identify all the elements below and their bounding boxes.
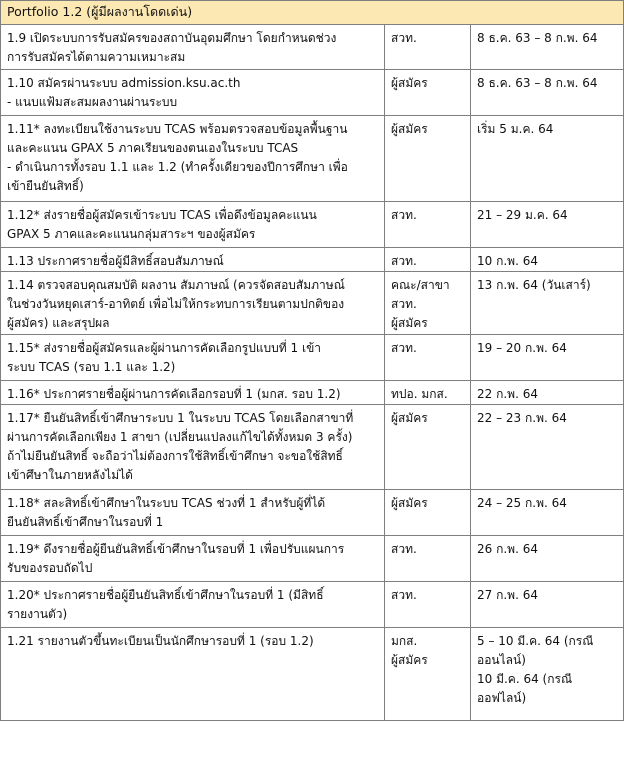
period-text-line: 22 ก.พ. 64 xyxy=(477,387,538,401)
activity-text-line: 1.14 ตรวจสอบคุณสมบัติ ผลงาน สัมภาษณ์ (ควรจัดสอบสัมภาษณ์ xyxy=(7,278,345,292)
activity-text-line: 1.10 สมัครผ่านระบบ admission.ksu.ac.th xyxy=(7,76,241,90)
table-row xyxy=(1,536,624,582)
period-cell xyxy=(471,202,624,248)
period-cell xyxy=(471,405,624,490)
period-cell xyxy=(471,248,624,272)
activity-cell xyxy=(1,628,385,721)
activity-text-line: - ดำเนินการทั้งรอบ 1.1 และ 1.2 (ทำครั้งเดียวของปีการศึกษา เพื่อ xyxy=(7,160,348,174)
table-row xyxy=(1,490,624,536)
period-text-line: เริ่ม 5 ม.ค. 64 xyxy=(477,122,554,136)
responsible-cell xyxy=(385,582,471,628)
responsible-text-line: สวท. xyxy=(391,254,417,268)
activity-text-line: ผู้สมัคร) และสรุปผล xyxy=(7,316,110,330)
responsible-cell xyxy=(385,405,471,490)
activity-text-line: 1.9 เปิดระบบการรับสมัครของสถาบันอุดมศึกษา โดยกำหนดช่วง xyxy=(7,31,337,45)
activity-cell xyxy=(1,582,385,628)
responsible-text-line: สวท. xyxy=(391,588,417,602)
period-text-line: ออฟไลน์) xyxy=(477,691,527,705)
table-row xyxy=(1,202,624,248)
activity-text-line: ระบบ TCAS (รอบ 1.1 และ 1.2) xyxy=(7,360,176,374)
activity-text-line: 1.17* ยืนยันสิทธิ์เข้าศึกษาระบบ 1 ในระบบ TCAS โดยเลือกสาขาที่ xyxy=(7,411,354,425)
activity-text-line: ในช่วงวันหยุดเสาร์-อาทิตย์ เพื่อไม่ให้กระทบการเรียนตามปกติของ xyxy=(7,297,345,311)
activity-text-line: GPAX 5 ภาคและคะแนนกลุ่มสาระฯ ของผู้สมัคร xyxy=(7,227,256,241)
table-row xyxy=(1,582,624,628)
activity-text-line: ผ่านการคัดเลือกเพียง 1 สาขา (เปลี่ยนแปลงแก้ไขได้ทั้งหมด 3 ครั้ง) xyxy=(7,430,353,444)
activity-text-line: 1.15* ส่งรายชื่อผู้สมัครและผู้ผ่านการคัดเลือกรูปแบบที่ 1 เข้า xyxy=(7,341,322,355)
period-cell xyxy=(471,70,624,116)
responsible-cell xyxy=(385,70,471,116)
table-row xyxy=(1,335,624,381)
responsible-cell xyxy=(385,116,471,202)
activity-text-line: 1.21 รายงานตัวขึ้นทะเบียนเป็นนักศึกษารอบที่ 1 (รอบ 1.2) xyxy=(7,634,314,648)
table-row xyxy=(1,628,624,721)
period-text-line: 24 – 25 ก.พ. 64 xyxy=(477,496,567,510)
activity-cell xyxy=(1,202,385,248)
period-text-line: 26 ก.พ. 64 xyxy=(477,542,538,556)
responsible-text-line: สวท. xyxy=(391,208,417,222)
responsible-text-line: สวท. xyxy=(391,341,417,355)
table-row xyxy=(1,405,624,490)
responsible-cell xyxy=(385,628,471,721)
responsible-text-line: สวท. xyxy=(391,542,417,556)
responsible-text-line: ผู้สมัคร xyxy=(391,76,428,90)
responsible-text-line: ผู้สมัคร xyxy=(391,653,428,667)
activity-text-line: และคะแนน GPAX 5 ภาคเรียนของตนเองในระบบ TCAS xyxy=(7,141,299,155)
responsible-text-line: คณะ/สาขา xyxy=(391,278,450,292)
activity-cell xyxy=(1,381,385,405)
activity-text-line: ถ้าไม่ยืนยันสิทธิ์ จะถือว่าไม่ต้องการใช้สิทธิ์เข้าศึกษา จะขอใช้สิทธิ์ xyxy=(7,449,343,463)
period-text-line: 22 – 23 ก.พ. 64 xyxy=(477,411,567,425)
period-text-line: 21 – 29 ม.ค. 64 xyxy=(477,208,568,222)
responsible-cell xyxy=(385,248,471,272)
activity-cell xyxy=(1,536,385,582)
period-text-line: 5 – 10 มี.ค. 64 (กรณี xyxy=(477,634,594,648)
activity-text-line: รายงานตัว) xyxy=(7,607,68,621)
period-cell xyxy=(471,536,624,582)
responsible-text-line: มกส. xyxy=(391,634,418,648)
period-text-line: 27 ก.พ. 64 xyxy=(477,588,538,602)
period-cell xyxy=(471,25,624,70)
responsible-cell xyxy=(385,381,471,405)
table-row xyxy=(1,381,624,405)
activity-cell xyxy=(1,116,385,202)
activity-text-line: การรับสมัครได้ตามความเหมาะสม xyxy=(7,50,186,64)
responsible-cell xyxy=(385,25,471,70)
activity-text-line: เข้าศึษาในภายหลังไม่ได้ xyxy=(7,468,133,482)
activity-text-line: ยืนยันสิทธิ์เข้าศึกษาในรอบที่ 1 xyxy=(7,515,164,529)
responsible-cell xyxy=(385,536,471,582)
table-header-title: Portfolio 1.2 (ผู้มีผลงานโดดเด่น) xyxy=(1,1,624,25)
activity-text-line: 1.16* ประกาศรายชื่อผู้ผ่านการคัดเลือกรอบที่ 1 (มกส. รอบ 1.2) xyxy=(7,387,341,401)
responsible-text-line: ทปอ. มกส. xyxy=(391,387,448,401)
period-text-line: 8 ธ.ค. 63 – 8 ก.พ. 64 xyxy=(477,31,598,45)
responsible-cell xyxy=(385,202,471,248)
activity-text-line: เข้ายืนยันสิทธิ์) xyxy=(7,179,84,193)
period-cell xyxy=(471,490,624,536)
activity-cell xyxy=(1,490,385,536)
activity-cell xyxy=(1,405,385,490)
table-row xyxy=(1,248,624,272)
table-row xyxy=(1,116,624,202)
period-text-line: 10 มี.ค. 64 (กรณี xyxy=(477,672,573,686)
responsible-cell xyxy=(385,272,471,335)
activity-text-line: รับของรอบถัดไป xyxy=(7,561,93,575)
period-cell xyxy=(471,381,624,405)
period-cell xyxy=(471,335,624,381)
period-text-line: 13 ก.พ. 64 (วันเสาร์) xyxy=(477,278,591,292)
period-text-line: 8 ธ.ค. 63 – 8 ก.พ. 64 xyxy=(477,76,598,90)
responsible-text-line: ผู้สมัคร xyxy=(391,122,428,136)
period-cell xyxy=(471,272,624,335)
activity-text-line: 1.20* ประกาศรายชื่อผู้ยืนยันสิทธิ์เข้าศึกษาในรอบที่ 1 (มีสิทธิ์ xyxy=(7,588,324,602)
activity-cell xyxy=(1,272,385,335)
activity-text-line: 1.12* ส่งรายชื่อผู้สมัครเข้าระบบ TCAS เพื่อดึงข้อมูลคะแนน xyxy=(7,208,317,222)
activity-text-line: 1.18* สละสิทธิ์เข้าศึกษาในระบบ TCAS ช่วงที่ 1 สำหรับผู้ที่ได้ xyxy=(7,496,326,510)
period-cell xyxy=(471,116,624,202)
table-row xyxy=(1,272,624,335)
responsible-text-line: ผู้สมัคร xyxy=(391,496,428,510)
activity-text-line: 1.19* ดึงรายชื่อผู้ยืนยันสิทธิ์เข้าศึกษาในรอบที่ 1 เพื่อปรับแผนการ xyxy=(7,542,345,556)
responsible-cell xyxy=(385,335,471,381)
responsible-text-line: ผู้สมัคร xyxy=(391,316,428,330)
activity-text-line: - แนบแฟ้มสะสมผลงานผ่านระบบ xyxy=(7,95,178,109)
period-text-line: 10 ก.พ. 64 xyxy=(477,254,538,268)
activity-cell xyxy=(1,70,385,116)
responsible-text-line: ผู้สมัคร xyxy=(391,411,428,425)
period-text-line: ออนไลน์) xyxy=(477,653,526,667)
schedule-table-body xyxy=(1,1,624,721)
activity-cell xyxy=(1,248,385,272)
table-header-row xyxy=(1,1,624,25)
activity-cell xyxy=(1,335,385,381)
table-row xyxy=(1,70,624,116)
period-cell xyxy=(471,628,624,721)
period-text-line: 19 – 20 ก.พ. 64 xyxy=(477,341,567,355)
activity-text-line: 1.13 ประกาศรายชื่อผู้มีสิทธิ์สอบสัมภาษณ์ xyxy=(7,254,224,268)
table-row xyxy=(1,25,624,70)
period-cell xyxy=(471,582,624,628)
responsible-cell xyxy=(385,490,471,536)
responsible-text-line: สวท. xyxy=(391,31,417,45)
activity-cell xyxy=(1,25,385,70)
activity-text-line: 1.11* ลงทะเบียนใช้งานระบบ TCAS พร้อมตรวจสอบข้อมูลพื้นฐาน xyxy=(7,122,348,136)
responsible-text-line: สวท. xyxy=(391,297,417,311)
